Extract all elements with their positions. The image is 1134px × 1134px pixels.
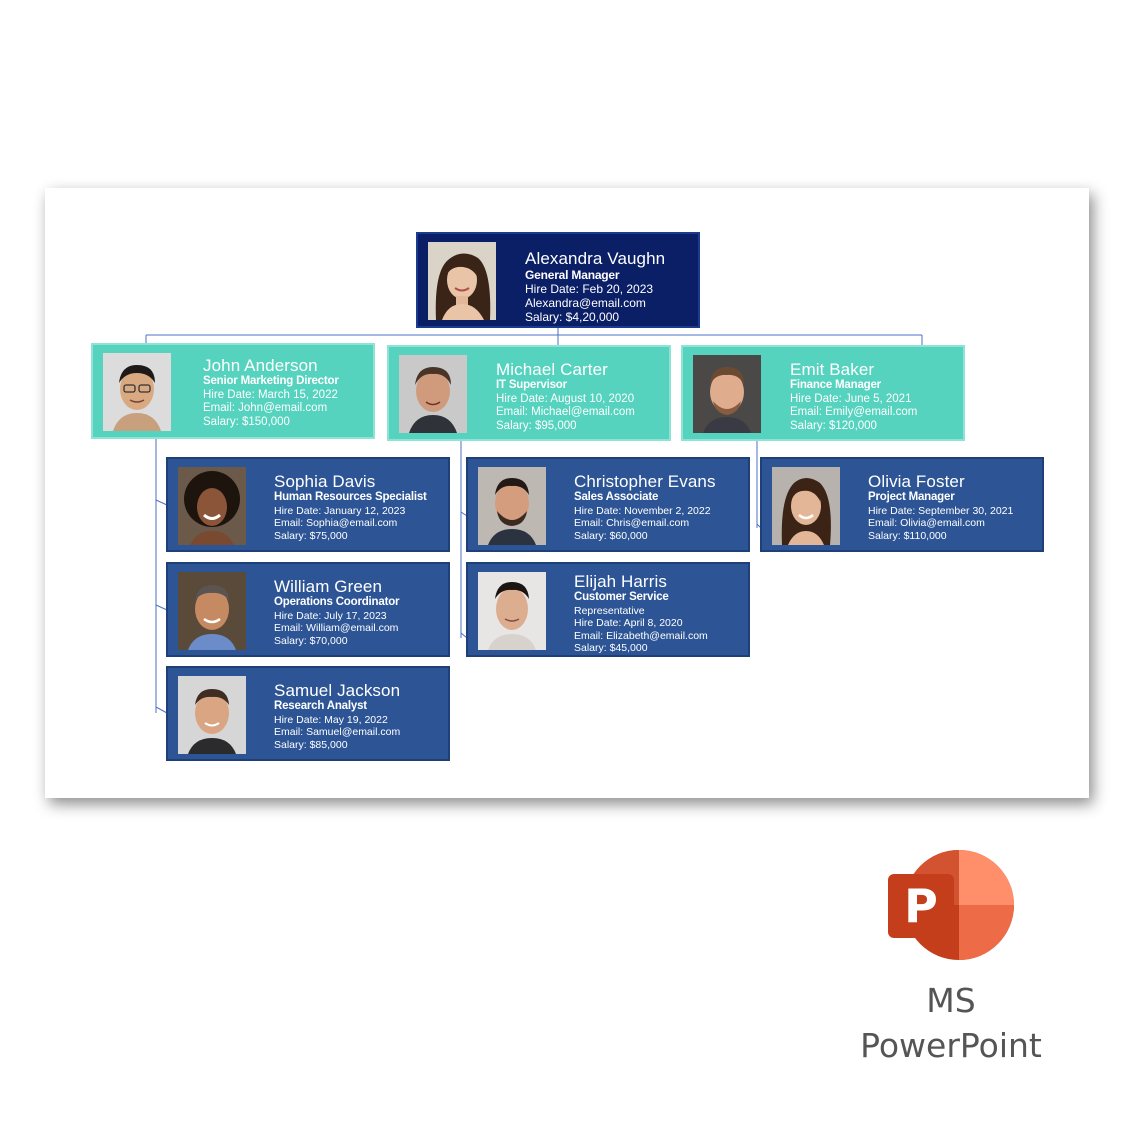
- node-name: Olivia Foster: [868, 472, 965, 491]
- node-title-continued: Representative: [574, 604, 645, 617]
- node-email: Email: William@email.com: [274, 622, 399, 634]
- avatar-portrait-icon: [178, 467, 246, 545]
- org-node-sophia-davis[interactable]: [166, 457, 450, 552]
- node-name: John Anderson: [203, 356, 318, 375]
- avatar-portrait-icon: [478, 467, 546, 545]
- node-salary: Salary: $95,000: [496, 419, 577, 432]
- node-email: Email: Michael@email.com: [496, 406, 635, 418]
- node-hire-date: Hire Date: January 12, 2023: [274, 504, 406, 517]
- avatar: [399, 355, 467, 433]
- node-hire-date: Hire Date: May 19, 2022: [274, 713, 388, 726]
- node-salary: Salary: $60,000: [574, 529, 648, 542]
- node-salary: Salary: $75,000: [274, 529, 348, 542]
- node-title: Research Analyst: [274, 700, 367, 712]
- node-salary: Salary: $45,000: [574, 642, 648, 654]
- avatar-portrait-icon: [478, 572, 546, 650]
- node-salary: Salary: $120,000: [790, 419, 877, 432]
- avatar: [478, 572, 546, 650]
- avatar: [478, 467, 546, 545]
- node-hire-date: Hire Date: June 5, 2021: [790, 392, 912, 405]
- brand-line-2: PowerPoint: [860, 1026, 1042, 1065]
- org-node-christopher-evans[interactable]: [466, 457, 750, 552]
- node-title: Senior Marketing Director: [203, 375, 339, 387]
- avatar: [103, 353, 171, 431]
- node-email: Email: Elizabeth@email.com: [574, 629, 708, 642]
- org-node-olivia-foster[interactable]: [760, 457, 1044, 552]
- node-name: Samuel Jackson: [274, 681, 401, 700]
- node-name: Christopher Evans: [574, 472, 716, 491]
- org-node-elijah-harris[interactable]: [466, 562, 750, 657]
- node-title: Finance Manager: [790, 379, 881, 391]
- node-salary: Salary: $85,000: [274, 738, 348, 751]
- node-email: Email: Samuel@email.com: [274, 726, 401, 738]
- node-hire-date: Hire Date: March 15, 2022: [203, 388, 338, 401]
- node-email: Email: Olivia@email.com: [868, 517, 985, 529]
- node-hire-date: Hire Date: Feb 20, 2023: [525, 282, 654, 296]
- node-title: Operations Coordinator: [274, 596, 400, 608]
- avatar-portrait-icon: [178, 676, 246, 754]
- node-name: Emit Baker: [790, 360, 875, 379]
- avatar: [428, 242, 496, 320]
- node-salary: Salary: $150,000: [203, 415, 290, 428]
- avatar-portrait-icon: [399, 355, 467, 433]
- avatar: [772, 467, 840, 545]
- node-title: IT Supervisor: [496, 379, 567, 391]
- node-salary: Salary: $70,000: [274, 634, 348, 647]
- node-email: Email: Emily@email.com: [790, 406, 918, 418]
- avatar: [178, 467, 246, 545]
- avatar-portrait-icon: [693, 355, 761, 433]
- avatar: [178, 676, 246, 754]
- org-node-samuel-jackson[interactable]: [166, 666, 450, 761]
- powerpoint-logo-icon: [886, 850, 1016, 962]
- node-hire-date: Hire Date: November 2, 2022: [574, 504, 711, 517]
- avatar: [178, 572, 246, 650]
- avatar-portrait-icon: [178, 572, 246, 650]
- node-name: Alexandra Vaughn: [525, 249, 666, 268]
- node-email: Email: John@email.com: [203, 402, 328, 414]
- org-node-john-anderson[interactable]: [91, 343, 375, 439]
- node-email: Email: Sophia@email.com: [274, 517, 398, 529]
- node-title: General Manager: [525, 268, 620, 282]
- avatar-portrait-icon: [428, 242, 496, 320]
- node-hire-date: Hire Date: August 10, 2020: [496, 392, 635, 405]
- org-node-emit-baker[interactable]: [681, 345, 965, 441]
- node-hire-date: Hire Date: April 8, 2020: [574, 617, 683, 629]
- avatar-portrait-icon: [772, 467, 840, 545]
- node-title: Customer Service: [574, 591, 669, 603]
- node-name: Elijah Harris: [574, 572, 667, 591]
- node-salary: Salary: $4,20,000: [525, 310, 620, 324]
- node-email: Alexandra@email.com: [525, 296, 646, 310]
- avatar: [693, 355, 761, 433]
- node-title: Project Manager: [868, 491, 955, 503]
- logo-letter: P: [904, 879, 938, 933]
- node-name: Sophia Davis: [274, 472, 376, 491]
- node-title: Human Resources Specialist: [274, 491, 427, 503]
- node-hire-date: Hire Date: July 17, 2023: [274, 609, 387, 622]
- avatar-portrait-icon: [103, 353, 171, 431]
- org-node-root[interactable]: [416, 232, 700, 328]
- node-title: Sales Associate: [574, 491, 659, 503]
- node-salary: Salary: $110,000: [868, 529, 947, 542]
- org-node-william-green[interactable]: [166, 562, 450, 657]
- node-email: Email: Chris@email.com: [574, 517, 690, 529]
- brand-line-1: MS: [926, 981, 976, 1020]
- node-hire-date: Hire Date: September 30, 2021: [868, 504, 1014, 517]
- node-name: William Green: [274, 577, 383, 596]
- org-node-michael-carter[interactable]: [387, 345, 671, 441]
- node-name: Michael Carter: [496, 360, 608, 379]
